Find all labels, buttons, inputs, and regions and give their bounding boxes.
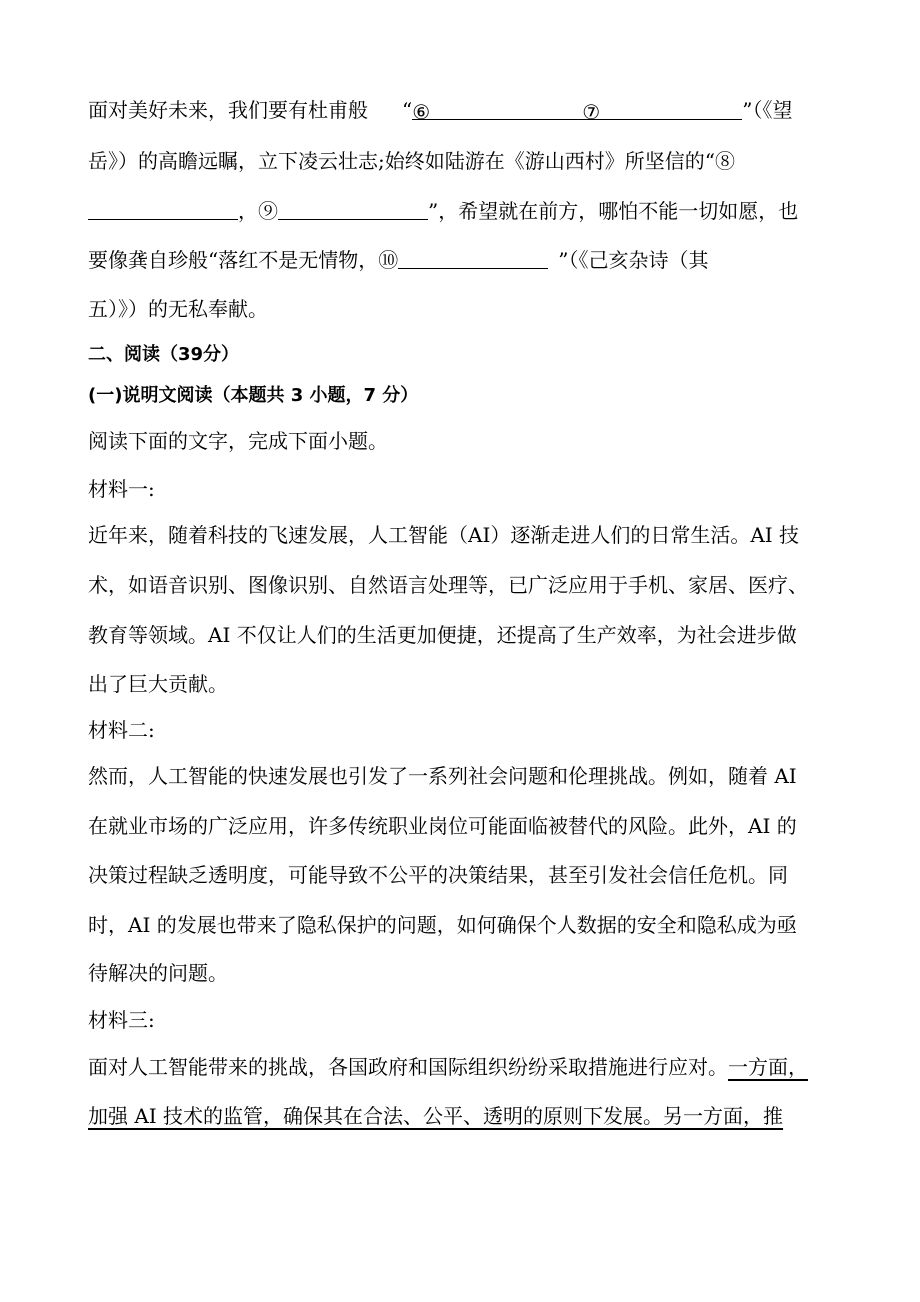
- blank-8[interactable]: [88, 199, 238, 220]
- poem-text: 五）》）的无私奉献。: [88, 297, 268, 321]
- material-3-text: 面对人工智能带来的挑战，各国政府和国际组织纷纷采取措施进行应对。: [88, 1055, 728, 1079]
- blank-10[interactable]: [398, 248, 548, 269]
- blank-9[interactable]: [278, 199, 428, 220]
- poem-line-2: [88, 148, 735, 174]
- poem-quote: “: [402, 98, 413, 122]
- poem-text: 面对美好未来，我们要有杜甫般: [88, 98, 368, 122]
- poem-line-4: [88, 247, 708, 273]
- blank-6-marker: ⑥: [412, 100, 431, 124]
- material-2-line: 时，AI 的发展也带来了隐私保护的问题，如何确保个人数据的安全和隐私成为亟: [88, 913, 797, 937]
- material-2-line: 然而，人工智能的快速发展也引发了一系列社会问题和伦理挑战。例如，随着 AI: [88, 764, 797, 788]
- material-1-line: 出了巨大贡献。: [88, 672, 228, 696]
- material-1-line: 术，如语音识别、图像识别、自然语言处理等，已广泛应用于手机、家居、医疗、: [88, 573, 808, 597]
- poem-text: ，⑨: [238, 199, 278, 223]
- material-3-line-1: [88, 1054, 808, 1080]
- underlined-text: 一方面，: [728, 1055, 808, 1079]
- poem-text: ”（《己亥杂诗（其: [558, 248, 709, 272]
- poem-line-5: [88, 296, 268, 322]
- material-3-label: 材料三:: [88, 1008, 155, 1032]
- instruction-text: 阅读下面的文字，完成下面小题。: [88, 429, 388, 453]
- blank-7[interactable]: [582, 99, 742, 124]
- material-3-line-2: [88, 1103, 783, 1129]
- subsection-title: (一)说明文阅读（本题共 3 小题，7 分）: [88, 385, 419, 406]
- poem-text: 要像龚自珍般“落红不是无情物，⑩: [88, 248, 399, 272]
- material-1-label: 材料一:: [88, 477, 155, 501]
- poem-text: ”（《望: [742, 98, 793, 122]
- material-1-line: 教育等领域。AI 不仅让人们的生活更加便捷，还提高了生产效率，为社会进步做: [88, 623, 797, 647]
- underlined-text: 加强 AI 技术的监管，确保其在合法、公平、透明的原则下发展。另一方面，推: [88, 1104, 784, 1128]
- poem-line-1: [88, 97, 792, 123]
- poem-text: 岳》）的高瞻远瞩，立下凌云壮志;始终如陆游在《游山西村》所坚信的“⑧: [88, 149, 735, 173]
- material-2-line: 决策过程缺乏透明度，可能导致不公平的决策结果，甚至引发社会信任危机。同: [88, 863, 788, 887]
- material-1-line: 近年来，随着科技的飞速发展，人工智能（AI）逐渐走进人们的日常生活。AI 技: [88, 523, 800, 547]
- poem-line-3: [88, 198, 798, 224]
- material-2-label: 材料二:: [88, 718, 155, 742]
- section-title: 二、阅读（39分）: [88, 344, 240, 365]
- blank-7-marker: ⑦: [582, 100, 601, 124]
- poem-text: ”，希望就在前方，哪怕不能一切如愿，也: [428, 199, 799, 223]
- material-2-line: 待解决的问题。: [88, 961, 228, 985]
- blank-6[interactable]: [412, 99, 582, 124]
- material-2-line: 在就业市场的广泛应用，许多传统职业岗位可能面临被替代的风险。此外，AI 的: [88, 814, 797, 838]
